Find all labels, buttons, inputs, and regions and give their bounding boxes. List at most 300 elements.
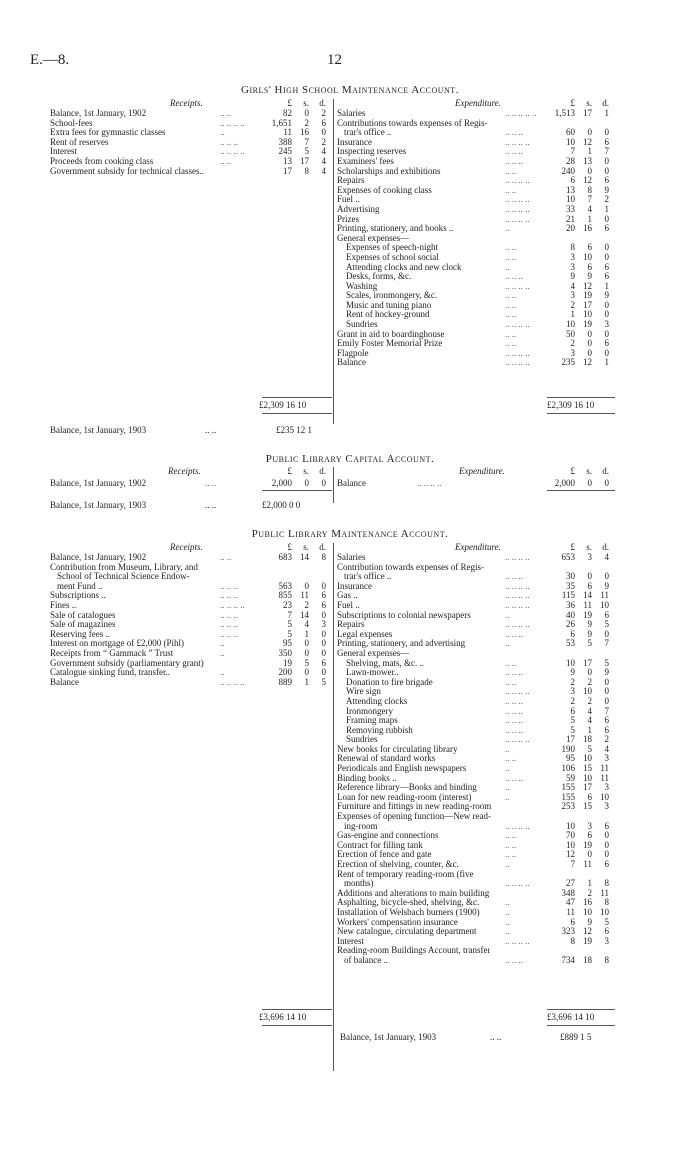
ledger-row <box>50 678 333 688</box>
shillings: 1 <box>587 724 592 735</box>
row-label: Framing maps <box>346 716 398 726</box>
pence: 6 <box>604 261 609 272</box>
row-label: New books for circulating library <box>337 744 458 754</box>
pence: 0 <box>321 638 326 649</box>
pounds: 7 <box>287 609 292 620</box>
row-label: Balance, 1st January, 1902 <box>50 479 147 488</box>
row-label: Wire sign <box>346 687 381 697</box>
row-label: Erection of fence and gate <box>337 850 432 860</box>
row-label: Contribution from Museum, Library, and <box>50 562 198 572</box>
shillings: 0 <box>587 478 592 488</box>
shillings-heading: s. <box>303 98 309 108</box>
pounds: 653 <box>561 552 575 562</box>
pounds: 190 <box>561 743 575 754</box>
row-amount <box>549 157 613 167</box>
shillings-heading: s. <box>586 542 592 552</box>
row-label: Additions and alterations to main building <box>337 888 490 898</box>
row-amount <box>549 339 613 349</box>
row-amount <box>549 563 613 573</box>
pounds-heading: £ <box>570 466 575 476</box>
shillings: 9 <box>587 271 592 282</box>
row-amount <box>266 128 330 138</box>
shillings: 4 <box>304 619 309 630</box>
pounds: 13 <box>283 155 292 166</box>
row-amount <box>266 678 330 688</box>
shillings: 0 <box>304 667 309 678</box>
pence: 0 <box>604 299 609 310</box>
row-amount <box>549 927 613 937</box>
row-label: Scholarships and exhibitions <box>337 166 441 176</box>
row-dots: .. .. .. .. <box>505 203 530 214</box>
pounds: 348 <box>561 887 575 898</box>
row-amount <box>266 601 330 611</box>
row-label: Desks, forms, &c. <box>346 272 412 282</box>
expenditure-heading: Expenditure. <box>459 466 505 476</box>
row-dots: .. .. .. <box>220 619 238 630</box>
shillings: 12 <box>583 357 592 368</box>
pounds: 10 <box>566 820 575 831</box>
shillings: 17 <box>583 657 592 668</box>
pounds: 10 <box>566 136 575 147</box>
row-dots: .. <box>505 609 510 620</box>
pounds: 2,000 <box>554 478 575 488</box>
row-dots: .. <box>505 906 510 917</box>
shillings: 0 <box>587 849 592 860</box>
row-amount <box>549 167 613 177</box>
pounds: 5 <box>287 628 292 639</box>
row-dots: .. .. .. .. <box>220 146 245 157</box>
row-amount <box>549 812 613 822</box>
pence: 0 <box>604 155 609 166</box>
row-dots: .. .. .. .. <box>505 136 530 147</box>
shillings: 10 <box>583 906 592 917</box>
row-label: Fuel .. <box>337 600 360 610</box>
pounds: 2 <box>570 299 575 310</box>
pounds: 23 <box>283 599 292 610</box>
row-dots: .. .. .. .. <box>220 599 245 610</box>
row-amount <box>549 272 613 282</box>
closing-balance-label: Balance, 1st January, 1903 <box>50 500 147 510</box>
shillings: 3 <box>587 820 592 831</box>
capital-receipt-row <box>50 479 333 489</box>
shillings: 0 <box>304 108 309 118</box>
row-label: School of Technical Science Endow- <box>57 572 190 582</box>
pence: 0 <box>604 213 609 224</box>
row-dots: .. .. .. .. <box>505 194 530 205</box>
shillings-heading: s. <box>586 466 592 476</box>
pounds: 235 <box>561 357 575 368</box>
pence: 9 <box>604 184 609 195</box>
row-dots: .. <box>505 791 510 802</box>
row-amount <box>549 195 613 205</box>
shillings: 10 <box>583 251 592 262</box>
row-label: Sundries <box>346 735 378 745</box>
pounds-heading: £ <box>287 466 292 476</box>
row-amount <box>266 620 330 630</box>
shillings: 6 <box>587 242 592 253</box>
row-label: Music and tuning piano <box>346 300 432 310</box>
pence-heading: d. <box>602 466 609 476</box>
pence-heading: d. <box>319 466 326 476</box>
pounds: 60 <box>566 127 575 138</box>
row-label: General expenses— <box>337 648 410 658</box>
ledger-row <box>337 860 615 870</box>
row-label: ing-room <box>344 821 378 831</box>
row-amount <box>266 591 330 601</box>
pence: 1 <box>604 357 609 368</box>
shillings: 1 <box>587 146 592 157</box>
shillings: 19 <box>583 319 592 330</box>
expenditure-heading: Expenditure. <box>455 542 501 552</box>
row-amount <box>266 138 330 148</box>
maintenance-account-title: Public Library Maintenance Account. <box>251 528 449 540</box>
row-amount <box>266 553 330 563</box>
girls-receipts <box>50 99 333 176</box>
pounds: 35 <box>566 580 575 591</box>
shillings: 10 <box>583 753 592 764</box>
shillings: 10 <box>583 686 592 697</box>
pence: 8 <box>604 878 609 889</box>
row-amount <box>266 582 330 592</box>
row-dots: .. .. .. .. <box>417 478 442 488</box>
maintenance-account <box>50 543 615 1073</box>
row-amount <box>549 822 613 832</box>
pence: 4 <box>604 743 609 754</box>
row-label: Rent of temporary reading-room (five <box>337 869 474 879</box>
pence: 2 <box>604 734 609 745</box>
pounds: 2,000 <box>271 478 292 488</box>
pence: 10 <box>600 791 609 802</box>
receipts-total: £3,696 14 10 <box>259 1012 307 1022</box>
pence: 6 <box>604 926 609 937</box>
girls-expenditure <box>337 99 615 368</box>
shillings: 14 <box>300 609 309 620</box>
row-amount <box>549 889 613 899</box>
row-label: Balance <box>337 358 366 368</box>
pence: 0 <box>604 686 609 697</box>
row-dots: .. .. .. .. <box>505 280 530 291</box>
pence: 3 <box>604 801 609 812</box>
pounds: 40 <box>566 609 575 620</box>
pence: 10 <box>600 599 609 610</box>
pence: 0 <box>321 478 326 488</box>
row-dots: .. .. .. <box>505 705 523 716</box>
row-label: Workers' compensation insurance <box>337 917 458 927</box>
pence: 0 <box>604 251 609 262</box>
shillings: 19 <box>583 839 592 850</box>
row-amount <box>266 157 330 167</box>
row-dots: .. <box>505 897 510 908</box>
row-dots: .. .. .. .. <box>505 619 530 630</box>
receipts-total: £2,309 16 10 <box>259 400 307 410</box>
pounds: 253 <box>561 801 575 812</box>
shillings: 2 <box>587 695 592 706</box>
ledger-row <box>337 553 615 563</box>
row-label: Expenses of cooking class <box>337 185 432 195</box>
pounds: 33 <box>566 203 575 214</box>
row-label: Receipts from “ Gammack ” Trust <box>50 648 174 658</box>
closing-balance-dots: .. .. <box>205 500 217 510</box>
pence: 0 <box>321 628 326 639</box>
row-amount <box>266 563 330 573</box>
shillings: 18 <box>583 954 592 965</box>
shillings: 18 <box>583 734 592 745</box>
pence: 0 <box>604 127 609 138</box>
shillings: 0 <box>587 571 592 582</box>
row-label: Removing rubbish <box>346 725 413 735</box>
row-dots: .. <box>505 916 510 927</box>
row-dots: .. .. <box>505 839 517 850</box>
row-label: Government subsidy for technical classes.. <box>50 166 204 176</box>
pence: 6 <box>321 657 326 668</box>
page-number: 12 <box>327 52 342 68</box>
pounds: 2 <box>570 695 575 706</box>
pounds: 563 <box>278 580 292 591</box>
row-dots: .. .. .. .. <box>505 580 530 591</box>
pence: 3 <box>604 319 609 330</box>
shillings: 16 <box>583 223 592 234</box>
pounds: 7 <box>570 146 575 157</box>
row-dots: .. .. .. <box>220 136 238 147</box>
closing-balance-amount: £2,000 0 0 <box>262 500 301 510</box>
pounds: 11 <box>566 906 575 917</box>
row-label: Insurance <box>337 581 372 591</box>
row-amount <box>549 831 613 841</box>
row-label: Installation of Welsbach burners (1900) <box>337 907 480 917</box>
row-dots: .. <box>505 926 510 937</box>
pounds-heading: £ <box>287 542 292 552</box>
row-label: Balance <box>50 677 79 687</box>
row-dots: .. .. <box>505 657 517 668</box>
pence: 2 <box>604 194 609 205</box>
row-label: Furniture and fittings in new reading-room <box>337 802 492 812</box>
row-amount <box>549 793 613 803</box>
row-label: Periodicals and English newspapers <box>337 764 467 774</box>
row-dots: .. <box>505 763 510 774</box>
row-dots: .. <box>220 127 225 138</box>
row-label: Rent of hockey-ground <box>346 310 430 320</box>
pounds: 5 <box>287 619 292 630</box>
row-amount <box>549 253 613 263</box>
pence: 3 <box>604 782 609 793</box>
row-label: Gas .. <box>337 591 358 601</box>
row-amount <box>266 639 330 649</box>
pence: 8 <box>604 954 609 965</box>
closing-balance-dots: .. .. <box>490 1032 502 1042</box>
pounds: 3 <box>570 686 575 697</box>
row-dots: .. .. <box>505 251 517 262</box>
row-dots: .. .. <box>505 184 517 195</box>
pounds: 6 <box>570 628 575 639</box>
pence: 0 <box>321 609 326 620</box>
row-label: Expenses of speech-night <box>346 243 438 253</box>
pence: 9 <box>604 580 609 591</box>
row-amount <box>549 659 613 669</box>
pence: 0 <box>604 242 609 253</box>
row-label: Washing <box>346 281 378 291</box>
shillings: 16 <box>583 897 592 908</box>
row-dots: .. .. .. <box>505 724 523 735</box>
shillings: 9 <box>587 628 592 639</box>
shillings: 6 <box>587 580 592 591</box>
row-label: Sale of catalogues <box>50 610 116 620</box>
row-label: Repairs <box>337 176 365 186</box>
shillings: 7 <box>587 194 592 205</box>
pounds-heading: £ <box>570 542 575 552</box>
row-amount <box>266 119 330 129</box>
pounds: 59 <box>566 772 575 783</box>
pence: 11 <box>600 763 609 774</box>
row-label: Interest <box>50 147 77 157</box>
row-label: Legal expenses <box>337 629 393 639</box>
row-label: Loan for new reading-room (interest) <box>337 792 472 802</box>
ledger-row <box>337 224 615 234</box>
pounds: 9 <box>570 271 575 282</box>
pounds: 6 <box>570 705 575 716</box>
row-dots: .. <box>505 261 510 272</box>
row-amount <box>549 215 613 225</box>
shillings-heading: s. <box>303 466 309 476</box>
pounds: 240 <box>561 165 575 176</box>
row-label: Flagpole <box>337 348 369 358</box>
row-amount <box>549 282 613 292</box>
row-label: Reading-room Buildings Account, transfer <box>337 946 491 956</box>
shillings: 11 <box>300 590 309 601</box>
row-label: Insurance <box>337 137 372 147</box>
pence: 6 <box>604 724 609 735</box>
row-amount <box>549 572 613 582</box>
row-label: Erection of shelving, counter, &c. <box>337 860 459 869</box>
pence: 0 <box>604 839 609 850</box>
pence: 0 <box>604 676 609 687</box>
shillings: 4 <box>587 715 592 726</box>
shillings: 0 <box>587 127 592 138</box>
row-dots: .. .. <box>505 309 517 320</box>
shillings: 0 <box>587 165 592 176</box>
pence: 6 <box>321 590 326 601</box>
pence-heading: d. <box>602 542 609 552</box>
pounds: 1,513 <box>554 108 575 118</box>
row-dots: .. .. .. <box>220 628 238 639</box>
pence: 0 <box>321 647 326 658</box>
row-amount <box>549 850 613 860</box>
expenditure-total: £3,696 14 10 <box>547 1012 595 1022</box>
shillings: 3 <box>587 552 592 562</box>
row-label: Proceeds from cooking class <box>50 156 154 166</box>
pence: 11 <box>600 590 609 601</box>
row-amount <box>549 726 613 736</box>
row-dots: .. .. .. .. <box>505 820 530 831</box>
pounds: 53 <box>566 638 575 649</box>
pence-heading: d. <box>602 98 609 108</box>
row-amount <box>549 687 613 697</box>
ledger-row <box>337 358 615 368</box>
row-label: ment Fund .. <box>57 581 103 591</box>
pence: 9 <box>604 290 609 301</box>
row-label: Inspecting reserves <box>337 147 407 157</box>
pence-heading: d. <box>319 98 326 108</box>
pence: 7 <box>604 146 609 157</box>
row-dots: .. .. .. .. <box>505 357 530 368</box>
receipts-heading: Receipts. <box>170 542 203 552</box>
pounds-heading: £ <box>287 98 292 108</box>
shillings-heading: s. <box>303 542 309 552</box>
pounds: 36 <box>566 599 575 610</box>
shillings: 1 <box>587 878 592 889</box>
shillings: 0 <box>587 328 592 339</box>
row-label: Examiners' fees <box>337 156 394 166</box>
shillings: 17 <box>300 155 309 166</box>
row-amount <box>549 205 613 215</box>
row-dots: .. .. .. <box>505 155 523 166</box>
pence: 0 <box>604 571 609 582</box>
row-amount <box>549 119 613 129</box>
row-label: Expenses of school social <box>346 252 439 262</box>
pence: 7 <box>604 638 609 649</box>
pounds: 155 <box>561 782 575 793</box>
pence: 11 <box>600 887 609 898</box>
pence: 11 <box>600 772 609 783</box>
pence: 2 <box>321 136 326 147</box>
row-amount <box>549 630 613 640</box>
closing-balance-amount: £889 1 5 <box>560 1032 592 1042</box>
row-label: months) <box>344 879 374 889</box>
row-amount <box>266 659 330 669</box>
maintenance-expenditure <box>337 543 615 966</box>
row-dots: .. .. .. .. <box>505 878 530 889</box>
shillings: 5 <box>304 657 309 668</box>
row-amount <box>549 358 613 368</box>
pounds: 889 <box>278 676 292 687</box>
shillings: 15 <box>583 801 592 812</box>
pounds: 8 <box>570 242 575 253</box>
row-amount <box>549 620 613 630</box>
row-amount <box>549 611 613 621</box>
pounds: 7 <box>570 859 575 869</box>
pounds: 5 <box>570 724 575 735</box>
row-dots: .. <box>220 638 225 649</box>
pence: 6 <box>604 820 609 831</box>
row-amount <box>549 234 613 244</box>
pounds: 6 <box>570 916 575 927</box>
row-amount <box>549 349 613 359</box>
shillings: 1 <box>587 213 592 224</box>
pounds: 27 <box>566 878 575 889</box>
pence: 6 <box>321 117 326 128</box>
row-label: Catalogue sinking fund, transfer.. <box>50 668 170 678</box>
shillings: 5 <box>587 743 592 754</box>
pence: 0 <box>604 347 609 358</box>
row-dots: .. <box>505 223 510 234</box>
row-label: Contribution towards expenses of Regis- <box>337 562 484 572</box>
row-dots: .. .. .. <box>505 628 523 639</box>
row-amount <box>549 224 613 234</box>
pence: 0 <box>604 849 609 860</box>
pence: 3 <box>604 753 609 764</box>
shillings: 0 <box>304 638 309 649</box>
row-label: Attending clocks <box>346 696 408 706</box>
pounds: 4 <box>570 280 575 291</box>
row-label: Interest on mortgage of £2,000 (Pihl) <box>50 639 184 649</box>
row-amount <box>549 147 613 157</box>
row-amount <box>549 802 613 812</box>
pounds: 30 <box>566 571 575 582</box>
row-dots: .. .. <box>220 552 232 562</box>
shillings: 4 <box>587 203 592 214</box>
pounds: 3 <box>570 290 575 301</box>
closing-balance-label: Balance, 1st January, 1903 <box>50 425 147 435</box>
shillings: 12 <box>583 280 592 291</box>
